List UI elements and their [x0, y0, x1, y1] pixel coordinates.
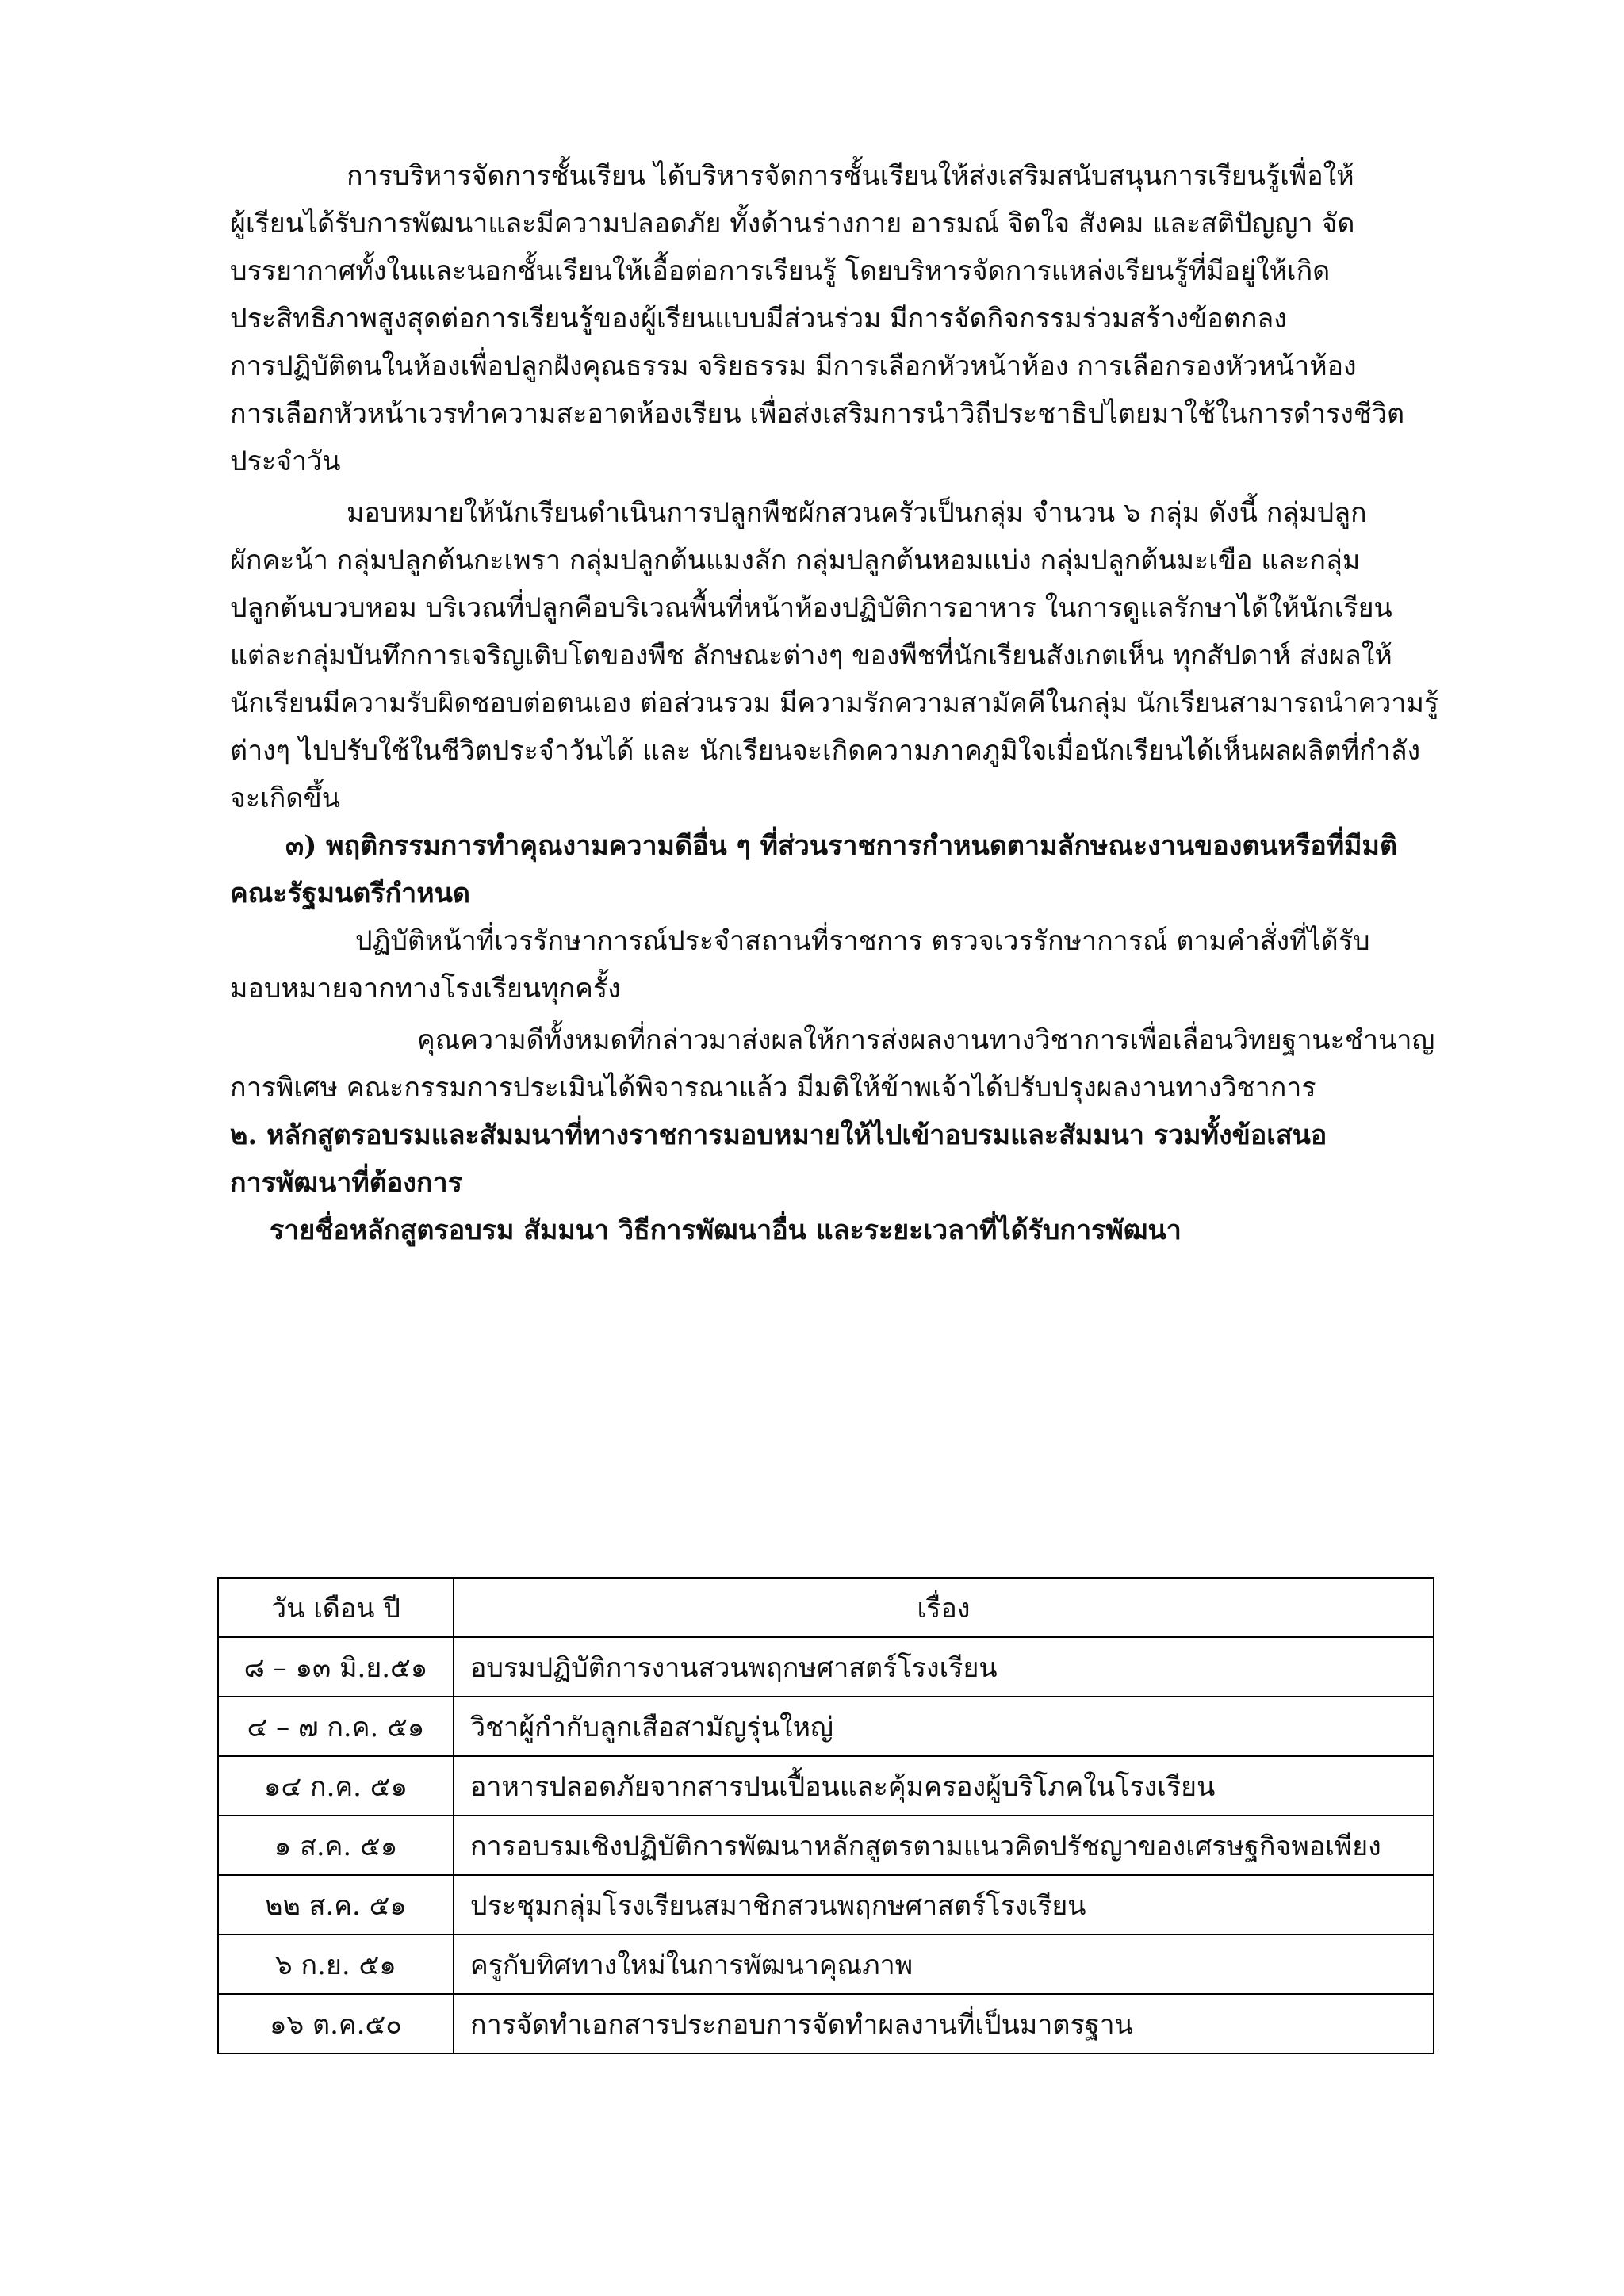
text-line: การพิเศษ คณะกรรมการประเมินได้พิจารณาแล้ว มีมติให้ข้าพเจ้าได้ปรับปรุงผลงานทางวิชาการ — [230, 1072, 1316, 1104]
training-table — [217, 1577, 1434, 2054]
cell-date: ๘ – ๑๓ มิ.ย.๕๑ — [218, 1637, 454, 1697]
text-line: คุณความดีทั้งหมดที่กล่าวมาส่งผลให้การส่งผลงานทางวิชาการเพื่อเลื่อนวิทยฐานะชำนาญ — [417, 1024, 1435, 1056]
cell-date: ๖ ก.ย. ๕๑ — [218, 1934, 454, 1994]
table-caption: รายชื่อหลักสูตรอบรม สัมมนา วิธีการพัฒนาอื่น และระยะเวลาที่ได้รับการพัฒนา — [270, 1215, 1182, 1246]
table-row — [218, 1934, 1434, 1994]
text-line: แต่ละกลุ่มบันทึกการเจริญเติบโตของพืช ลักษณะต่างๆ ของพืชที่นักเรียนสังเกตเห็น ทุกสัปดาห์ ส่งผลให้ — [230, 640, 1392, 672]
cell-topic: ประชุมกลุ่มโรงเรียนสมาชิกสวนพฤกษศาสตร์โรงเรียน — [454, 1875, 1434, 1934]
heading-line: การพัฒนาที่ต้องการ — [230, 1167, 462, 1199]
text-line: ผักคะน้า กลุ่มปลูกต้นกะเพรา กลุ่มปลูกต้นแมงลัก กลุ่มปลูกต้นหอมแบ่ง กลุ่มปลูกต้นมะเขือ และกลุ่ม — [230, 545, 1361, 576]
text-line: ผู้เรียนได้รับการพัฒนาและมีความปลอดภัย ทั้งด้านร่างกาย อารมณ์ จิตใจ สังคม และสติปัญญา จัด — [230, 208, 1355, 239]
cell-topic: การจัดทำเอกสารประกอบการจัดทำผลงานที่เป็นมาตรฐาน — [454, 1994, 1434, 2053]
heading-line: คณะรัฐมนตรีกำหนด — [230, 878, 470, 909]
column-header-date: วัน เดือน ปี — [218, 1578, 454, 1637]
text-line: การปฏิบัติตนในห้องเพื่อปลูกฝังคุณธรรม จริยธรรม มีการเลือกหัวหน้าห้อง การเลือกรองหัวหน้าห้อง — [230, 350, 1357, 382]
cell-date: ๔ – ๗ ก.ค. ๕๑ — [218, 1697, 454, 1756]
table-row — [218, 1816, 1434, 1875]
text-line: ต่างๆ ไปปรับใช้ในชีวิตประจำวันได้ และ นักเรียนจะเกิดความภาคภูมิใจเมื่อนักเรียนได้เห็นผลผลิตที่กำลัง — [230, 735, 1421, 767]
text-line: ประจำวัน — [230, 446, 341, 477]
text-line: การเลือกหัวหน้าเวรทำความสะอาดห้องเรียน เพื่อส่งเสริมการนำวิถีประชาธิปไตยมาใช้ในการดำรงชีวิต — [230, 398, 1405, 430]
cell-topic: วิชาผู้กำกับลูกเสือสามัญรุ่นใหญ่ — [454, 1697, 1434, 1756]
text-line: ปฏิบัติหน้าที่เวรรักษาการณ์ประจำสถานที่ราชการ ตรวจเวรรักษาการณ์ ตามคำสั่งที่ได้รับ — [355, 925, 1370, 957]
text-line: มอบหมายจากทางโรงเรียนทุกครั้ง — [230, 973, 621, 1004]
cell-date: ๑ ส.ค. ๕๑ — [218, 1816, 454, 1875]
text-line: นักเรียนมีความรับผิดชอบต่อตนเอง ต่อส่วนรวม มีความรักความสามัคคีในกลุ่ม นักเรียนสามารถนำความรู้ — [230, 687, 1439, 719]
text-line: การบริหารจัดการชั้นเรียน ได้บริหารจัดการชั้นเรียนให้ส่งเสริมสนับสนุนการเรียนรู้เพื่อให้ — [347, 160, 1354, 192]
cell-date: ๒๒ ส.ค. ๕๑ — [218, 1875, 454, 1934]
cell-topic: อาหารปลอดภัยจากสารปนเปื้อนและคุ้มครองผู้บริโภคในโรงเรียน — [454, 1756, 1434, 1816]
table-row — [218, 1697, 1434, 1756]
table-row — [218, 1756, 1434, 1816]
table-header-row — [218, 1578, 1434, 1637]
text-line: จะเกิดขึ้น — [230, 783, 340, 814]
cell-topic: อบรมปฏิบัติการงานสวนพฤกษศาสตร์โรงเรียน — [454, 1637, 1434, 1697]
text-line: ปลูกต้นบวบหอม บริเวณที่ปลูกคือบริเวณพื้นที่หน้าห้องปฏิบัติการอาหาร ในการดูแลรักษาได้ให้นักเรียน — [230, 592, 1392, 624]
table-row — [218, 1875, 1434, 1934]
text-line: มอบหมายให้นักเรียนดำเนินการปลูกพืชผักสวนครัวเป็นกลุ่ม จำนวน ๖ กลุ่ม ดังนี้ กลุ่มปลูก — [347, 497, 1367, 529]
column-header-topic: เรื่อง — [454, 1578, 1434, 1637]
cell-date: ๑๔ ก.ค. ๕๑ — [218, 1756, 454, 1816]
text-line: บรรยากาศทั้งในและนอกชั้นเรียนให้เอื้อต่อการเรียนรู้ โดยบริหารจัดการแหล่งเรียนรู้ที่มีอยู่ให้เกิด — [230, 255, 1331, 287]
cell-date: ๑๖ ต.ค.๕๐ — [218, 1994, 454, 2053]
table-row — [218, 1994, 1434, 2053]
heading-line: ๓) พฤติกรรมการทำคุณงามความดีอื่น ๆ ที่ส่วนราชการกำหนดตามลักษณะงานของตนหรือที่มีมติ — [285, 830, 1398, 862]
table-row — [218, 1637, 1434, 1697]
heading-line: ๒. หลักสูตรอบรมและสัมมนาที่ทางราชการมอบหมายให้ไปเข้าอบรมและสัมมนา รวมทั้งข้อเสนอ — [230, 1119, 1327, 1151]
cell-topic: ครูกับทิศทางใหม่ในการพัฒนาคุณภาพ — [454, 1934, 1434, 1994]
cell-topic: การอบรมเชิงปฏิบัติการพัฒนาหลักสูตรตามแนวคิดปรัชญาของเศรษฐกิจพอเพียง — [454, 1816, 1434, 1875]
text-line: ประสิทธิภาพสูงสุดต่อการเรียนรู้ของผู้เรียนแบบมีส่วนร่วม มีการจัดกิจกรรมร่วมสร้างข้อตกลง — [230, 303, 1287, 335]
